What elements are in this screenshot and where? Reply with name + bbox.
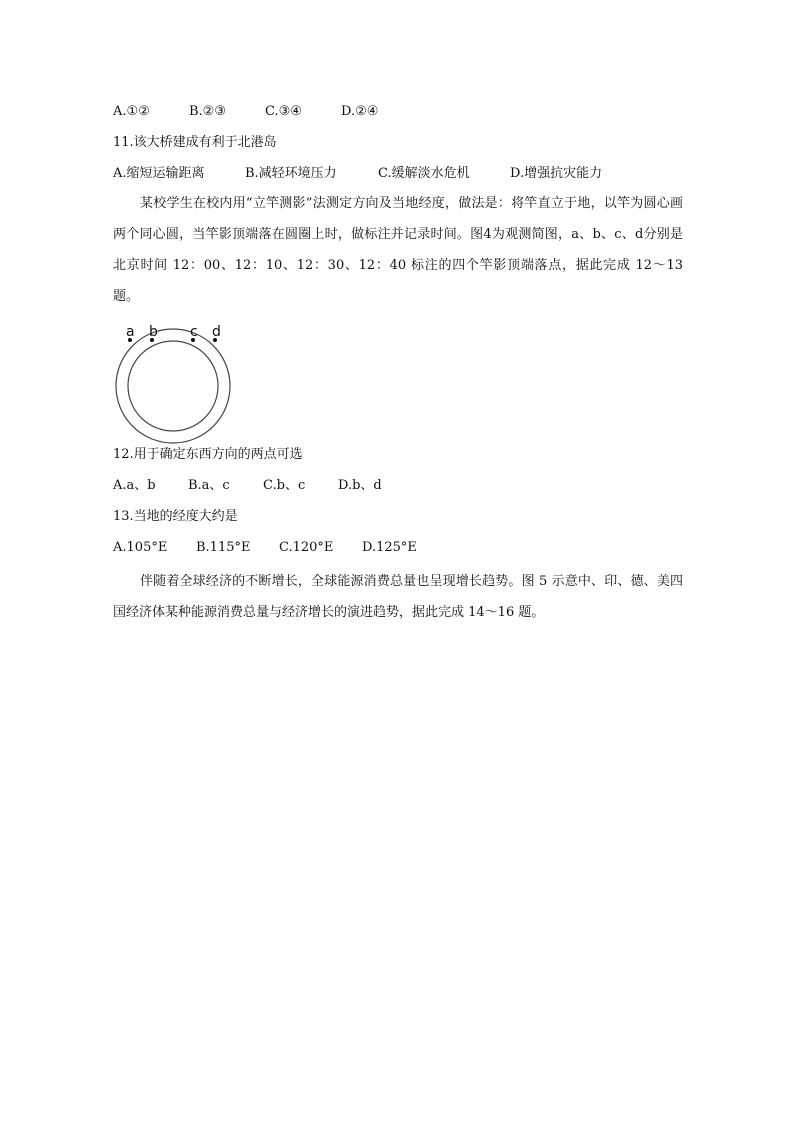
figure-4-diagram <box>112 318 237 434</box>
q11-option-c: C.缓解淡水危机 <box>378 166 470 181</box>
q10-option-c: C.③④ <box>265 104 302 119</box>
figure-4-svg <box>112 318 237 434</box>
q10-option-a: A.①② <box>113 104 150 119</box>
q12-stem: 12.用于确定东西方向的两点可选 <box>113 447 303 462</box>
passage-1 <box>113 188 683 312</box>
q13-option-a: A.105°E <box>113 540 168 555</box>
q12-option-a: A.a、b <box>113 478 156 493</box>
q11-option-a: A.缩短运输距离 <box>113 166 205 181</box>
q11-stem: 11.该大桥建成有利于北港岛 <box>113 135 277 150</box>
q11-option-b: B.减轻环境压力 <box>245 166 337 181</box>
q11-option-d: D.增强抗灾能力 <box>510 166 603 181</box>
passage-1-text: 某校学生在校内用“立竿测影”法测定方向及当地经度，做法是：将竿直立于地，以竿为圆心画两个同心圆，当竿影顶端落在圆圈上时，做标注并记录时间。图4为观测简图，a、b、c、d分别是北京时间 12：00、12：10、12：30、12：40 标注的四个竿影顶端落点，据此完成 12～13 题。 <box>113 196 683 304</box>
label-b: b <box>149 324 158 340</box>
inner-circle <box>128 341 218 431</box>
q10-option-b: B.②③ <box>189 104 226 119</box>
outer-circle <box>116 329 230 443</box>
q10-option-d: D.②④ <box>341 104 379 119</box>
q12-option-d: D.b、d <box>338 478 382 493</box>
q13-option-b: B.115°E <box>196 540 251 555</box>
q13-option-c: C.120°E <box>279 540 334 555</box>
label-a: a <box>126 324 135 340</box>
passage-2-text: 伴随着全球经济的不断增长，全球能源消费总量也呈现增长趋势。图 5 示意中、印、德、美四国经济体某种能源消费总量与经济增长的演进趋势，据此完成 14～16 题。 <box>113 574 683 620</box>
passage-2 <box>113 566 683 628</box>
q12-option-c: C.b、c <box>263 478 306 493</box>
q13-stem: 13.当地的经度大约是 <box>113 509 238 524</box>
q13-option-d: D.125°E <box>362 540 417 555</box>
label-c: c <box>190 324 198 340</box>
q12-option-b: B.a、c <box>188 478 230 493</box>
label-d: d <box>212 324 221 340</box>
